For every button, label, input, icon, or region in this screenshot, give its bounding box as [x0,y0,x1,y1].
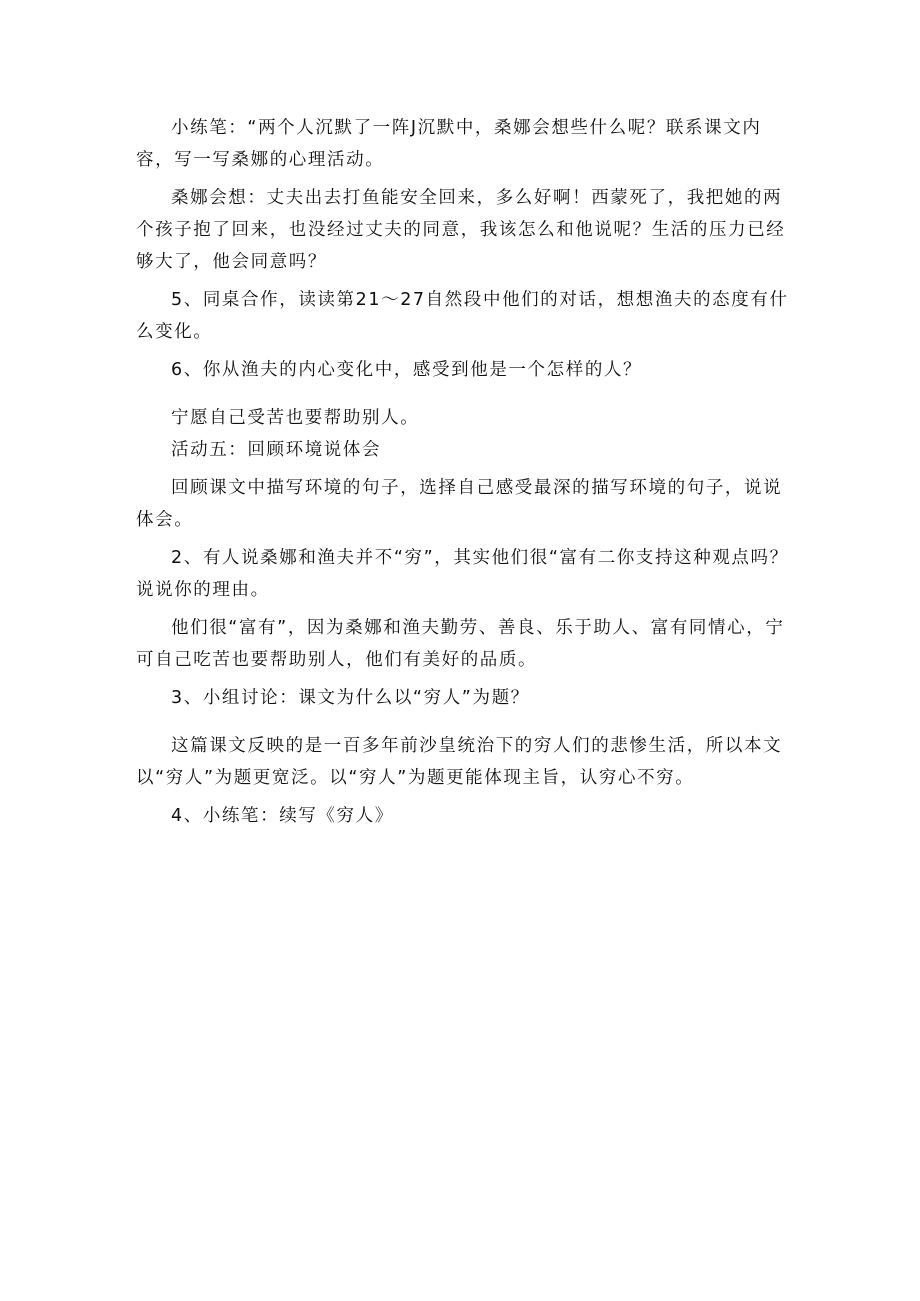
paragraph-sangna-thoughts: 桑娜会想：丈夫出去打鱼能安全回来，多么好啊！西蒙死了，我把她的两个孩子抱了回来，也没经过丈夫的同意，我该怎么和他说呢？生活的压力已经够大了，他会同意吗？ [136,188,786,272]
paragraph-practice-writing: 小练笔：“两个人沉默了一阵J沉默中，桑娜会想些什么呢？联系课文内容，写一写桑娜的心理活动。 [136,118,762,170]
paragraph-question-5: 5、同桌合作，读读第21～27自然段中他们的对话，想想渔夫的态度有什么变化。 [136,290,789,342]
paragraph-question-2: 2、有人说桑娜和渔夫并不“穷”，其实他们很“富有二你支持这种观点吗？说说你的理由。 [136,548,789,600]
paragraph-question-3: 3、小组讨论：课文为什么以“穷人”为题？ [171,688,530,708]
paragraph-activity-5-heading: 活动五：回顾环境说体会 [171,440,382,460]
paragraph-question-6: 6、你从渔夫的内心变化中，感受到他是一个怎样的人？ [171,360,643,380]
paragraph-review-environment: 回顾课文中描写环境的句子，选择自己感受最深的描写环境的句子，说说体会。 [136,478,783,530]
document-body [136,112,796,832]
paragraph-question-4: 4、小练笔：续写《穷人》 [171,806,394,826]
paragraph-answer-3: 这篇课文反映的是一百多年前沙皇统治下的穷人们的悲惨生活，所以本文以“穷人”为题更宽泛。以“穷人”为题更能体现主旨，认穷心不穷。 [136,736,783,788]
paragraph-answer-2: 他们很“富有”，因为桑娜和渔夫勤劳、善良、乐于助人、富有同情心，宁可自己吃苦也要帮助别人，他们有美好的品质。 [136,618,785,670]
paragraph-answer-6: 宁愿自己受苦也要帮助别人。 [171,408,420,428]
